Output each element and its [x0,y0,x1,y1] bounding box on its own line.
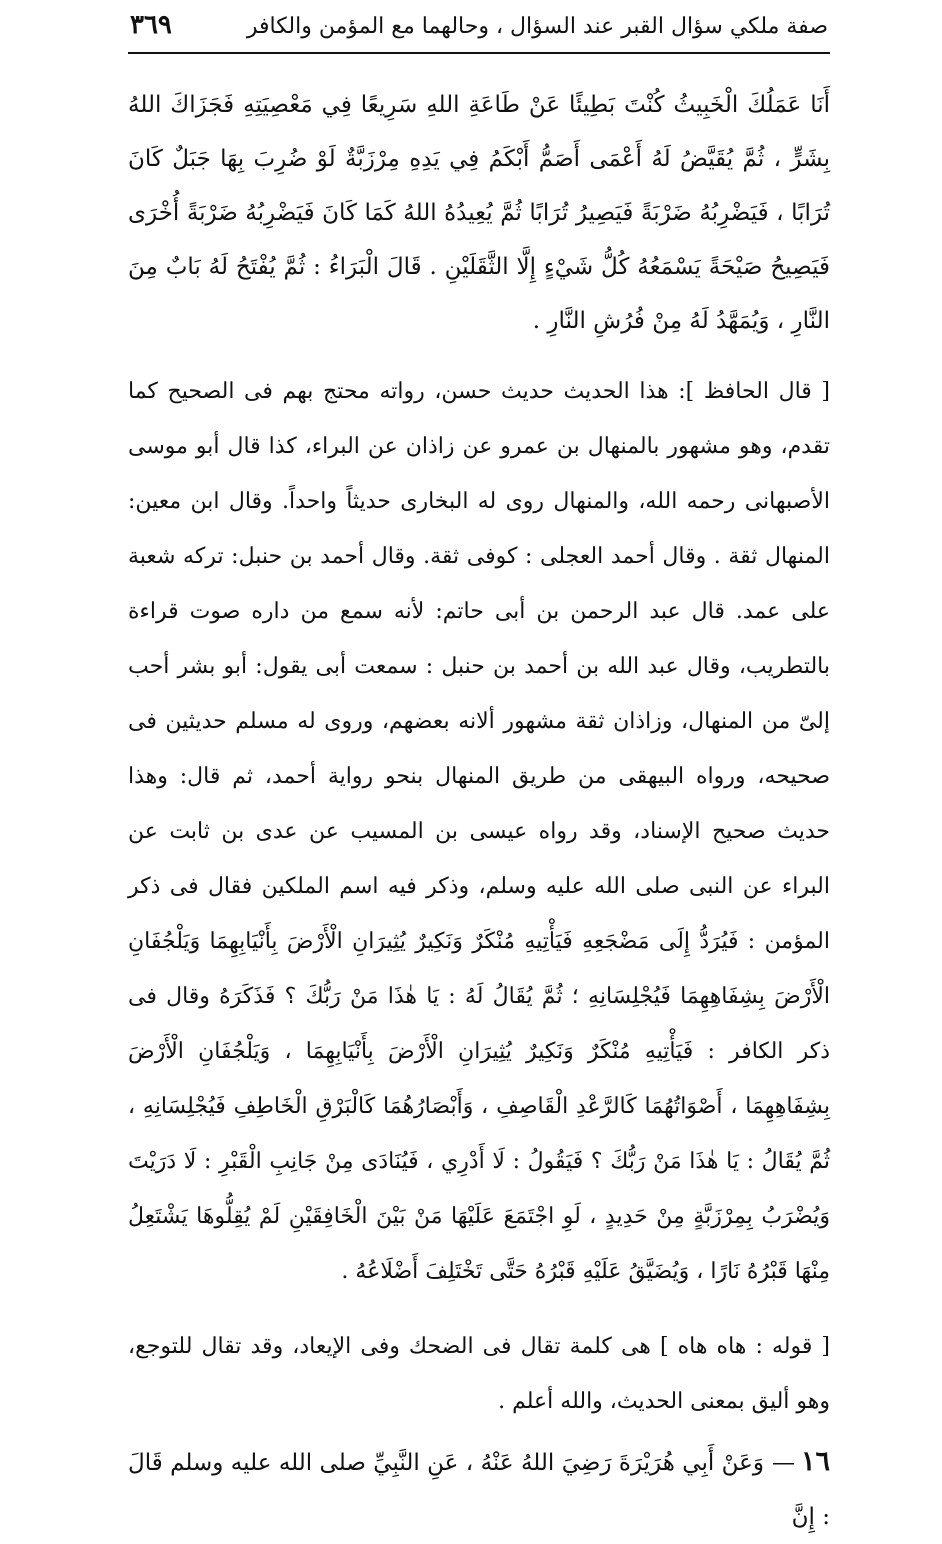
page-header [128,10,830,54]
hadith-text-continued: أَنَا عَمَلُكَ الْخَبِيثُ كُنْتَ بَطِيئًا عَنْ طَاعَةِ اللهِ سَرِيعًا فِي مَعْصِيَتِهِ فَجَزَاكَ اللهُ بِشَرٍّ ، ثُمَّ يُقَيَّضُ لَهُ أَعْمَى أَصَمُّ أَبْكَمُ فِي يَدِهِ مِرْزَبَّةٌ لَوْ ضُرِبَ بِهَا جَبَلٌ كَانَ تُرَابًا ، فَيَضْرِبُهُ ضَرْبَةً فَيَصِيرُ تُرَابًا ثُمَّ يُعِيدُهُ اللهُ كَمَا كَانَ فَيَضْرِبُهُ ضَرْبَةً أُخْرَى فَيَصِيحُ صَيْحَةً يَسْمَعُهُ كُلُّ شَيْءٍ إِلَّا الثَّقَلَيْنِ . قَالَ الْبَرَاءُ : ثُمَّ يُفْتَحُ لَهُ بَابٌ مِنَ النَّارِ ، وَيُمَهَّدُ لَهُ مِنْ فُرُشِ النَّارِ . [128,92,830,334]
commentary-haah: [ قوله : هاه هاه ] هى كلمة تقال فى الضحك وفى الإيعاد، وقد تقال للتوجع، وهو أليق بمعنى الحديث، والله أعلم . [128,1334,830,1414]
hadith-16-text: وَعَنْ أَبِي هُرَيْرَةَ رَضِيَ اللهُ عَنْهُ ، عَنِ النَّبِيِّ صلى الله عليه وسلم قَالَ : إِنَّ [128,1450,830,1530]
page-number: ٣٦٩ [130,10,172,40]
hadith-number: ١٦ [800,1446,830,1477]
hadith-16 [128,1435,830,1544]
commentary-hafiz: [ قال الحافظ ]: هذا الحديث حديث حسن، رواته محتج بهم فى الصحيح كما تقدم، وهو مشهور بالمنهال بن عمرو عن زاذان عن البراء، كذا قال أبو موسى الأصبهانى رحمه الله، والمنهال روى له البخارى حديثاً واحداً. وقال ابن معين: المنهال ثقة . وقال أحمد العجلى : كوفى ثقة. وقال أحمد بن حنبل: تركه شعبة على عمد. قال عبد الرحمن بن أبى حاتم: لأنه سمع من داره صوت قراءة بالتطريب، وقال عبد الله بن أحمد بن حنبل : سمعت أبى يقول: أبو بشر أحب إلىّ من المنهال، وزاذان ثقة مشهور ألانه بعضهم، وروى له مسلم حديثين فى صحيحه، ورواه البيهقى من طريق المنهال بنحو رواية أحمد، ثم قال: وهذا حديث صحيح الإسناد، وقد رواه عيسى بن المسيب عن عدى بن ثابت عن البراء عن النبى صلى الله عليه وسلم، وذكر فيه اسم الملكين فقال فى ذكر المؤمن : فَيُرَدُّ إِلَى مَضْجَعِهِ فَيَأْتِيهِ مُنْكَرٌ وَنَكِيرٌ يُثِيرَانِ الْأَرْضَ بِأَنْيَابِهِمَا وَيَلْجُفَانِ الْأَرْضَ بِشِفَاهِهِمَا فَيُجْلِسَانِهِ ؛ ثُمَّ يُقَالُ لَهُ : يَا هٰذَا مَنْ رَبُّكَ ؟ فَذَكَرَهُ وقال فى ذكر الكافر : فَيَأْتِيهِ مُنْكَرٌ وَنَكِيرٌ يُثِيرَانِ الْأَرْضَ بِأَنْيَابِهِمَا ، وَيَلْجُفَانِ الْأَرْضَ بِشِفَاهِهِمَا ، أَصْوَاتُهُمَا كَالرَّعْدِ الْقَاصِفِ ، وَأَبْصَارُهُمَا كَالْبَرْقِ الْخَاطِفِ فَيُجْلِسَانِهِ ، ثُمَّ يُقَالُ : يَا هٰذَا مَنْ رَبُّكَ ؟ فَيَقُولُ : لَا أَدْرِي ، فَيُنَادَى مِنْ جَانِبِ الْقَبْرِ : لَا دَرَيْتَ وَيُضْرَبُ بِمِرْزَبَّةٍ مِنْ حَدِيدٍ ، لَوِ اجْتَمَعَ عَلَيْهَا مَنْ بَيْنَ الْخَافِقَيْنِ لَمْ يُقِلُّوهَا يَشْتَعِلُ مِنْهَا قَبْرُهُ نَارًا ، وَيُضَيَّقُ عَلَيْهِ قَبْرُهُ حَتَّى تَخْتَلِفَ أَضْلَاعُهُ . [128,379,830,1284]
hadith-dash: — [771,1450,795,1476]
running-title: صفة ملكي سؤال القبر عند السؤال ، وحالهما مع المؤمن والكافر [246,14,828,39]
page-body [128,78,830,1544]
